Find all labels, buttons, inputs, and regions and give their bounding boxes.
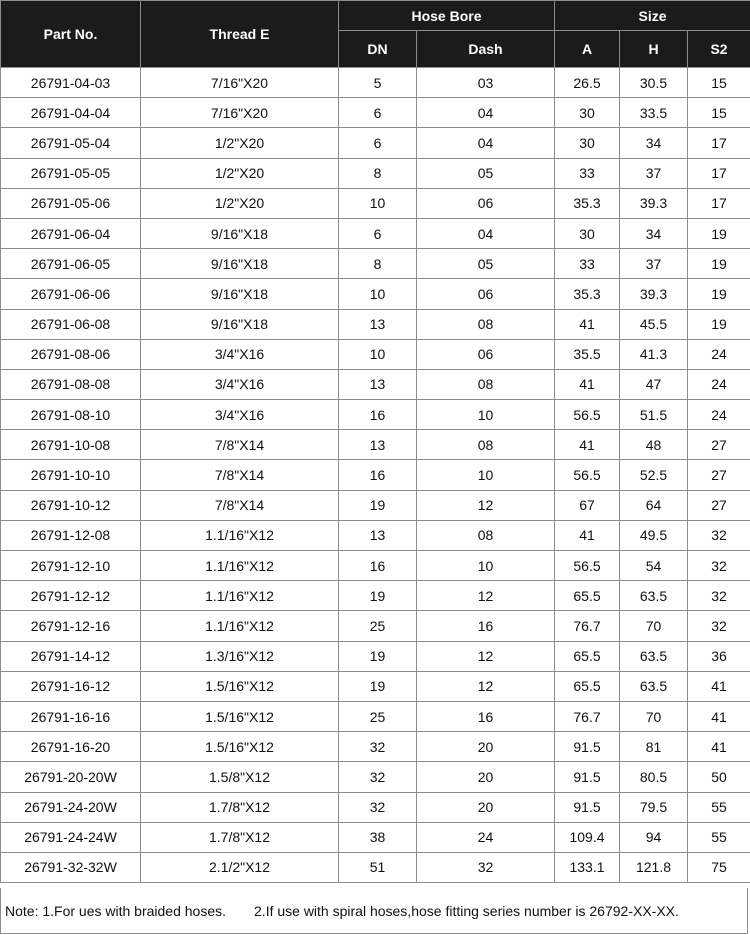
a-cell: 91.5	[555, 762, 620, 792]
dn-cell: 25	[339, 701, 417, 731]
table-row	[1, 400, 750, 430]
s2-cell: 27	[688, 460, 750, 490]
thread-cell: 9/16"X18	[141, 279, 339, 309]
thread-cell: 1.5/16"X12	[141, 732, 339, 762]
a-cell: 33	[555, 158, 620, 188]
dn-cell: 16	[339, 460, 417, 490]
thread-cell: 7/8"X14	[141, 430, 339, 460]
h-cell: 81	[620, 732, 688, 762]
thread-cell: 1.1/16"X12	[141, 611, 339, 641]
part-no-cell: 26791-32-32W	[1, 852, 141, 882]
a-cell: 133.1	[555, 852, 620, 882]
h-cell: 51.5	[620, 400, 688, 430]
part-no-cell: 26791-24-24W	[1, 822, 141, 852]
thread-cell: 1/2"X20	[141, 188, 339, 218]
dn-cell: 13	[339, 430, 417, 460]
thread-cell: 1.7/8"X12	[141, 822, 339, 852]
header-dash: Dash	[417, 31, 555, 68]
table-row	[1, 852, 750, 882]
header-a: A	[555, 31, 620, 68]
dn-cell: 19	[339, 641, 417, 671]
s2-cell: 17	[688, 188, 750, 218]
s2-cell: 41	[688, 701, 750, 731]
table-row	[1, 551, 750, 581]
dash-cell: 12	[417, 671, 555, 701]
dn-cell: 10	[339, 339, 417, 369]
part-no-cell: 26791-05-04	[1, 128, 141, 158]
h-cell: 34	[620, 128, 688, 158]
thread-cell: 3/4"X16	[141, 369, 339, 399]
part-no-cell: 26791-05-06	[1, 188, 141, 218]
header-thread-e: Thread E	[141, 1, 339, 68]
thread-cell: 9/16"X18	[141, 218, 339, 248]
s2-cell: 55	[688, 822, 750, 852]
s2-cell: 41	[688, 671, 750, 701]
dash-cell: 12	[417, 581, 555, 611]
thread-cell: 1.3/16"X12	[141, 641, 339, 671]
part-no-cell: 26791-08-06	[1, 339, 141, 369]
a-cell: 76.7	[555, 611, 620, 641]
header-size: Size	[555, 1, 750, 31]
thread-cell: 3/4"X16	[141, 339, 339, 369]
part-no-cell: 26791-12-10	[1, 551, 141, 581]
a-cell: 56.5	[555, 400, 620, 430]
a-cell: 30	[555, 218, 620, 248]
table-row	[1, 218, 750, 248]
part-no-cell: 26791-08-10	[1, 400, 141, 430]
a-cell: 65.5	[555, 641, 620, 671]
part-no-cell: 26791-10-12	[1, 490, 141, 520]
a-cell: 56.5	[555, 460, 620, 490]
dn-cell: 38	[339, 822, 417, 852]
thread-cell: 1.1/16"X12	[141, 581, 339, 611]
footnote-braided: Note: 1.For ues with braided hoses.	[5, 903, 227, 919]
dn-cell: 13	[339, 309, 417, 339]
s2-cell: 24	[688, 369, 750, 399]
dash-cell: 08	[417, 309, 555, 339]
s2-cell: 17	[688, 128, 750, 158]
h-cell: 37	[620, 158, 688, 188]
dn-cell: 6	[339, 128, 417, 158]
a-cell: 35.3	[555, 188, 620, 218]
h-cell: 45.5	[620, 309, 688, 339]
thread-cell: 2.1/2"X12	[141, 852, 339, 882]
s2-cell: 55	[688, 792, 750, 822]
thread-cell: 1.5/16"X12	[141, 671, 339, 701]
s2-cell: 75	[688, 852, 750, 882]
table-row	[1, 279, 750, 309]
part-no-cell: 26791-06-05	[1, 249, 141, 279]
part-no-cell: 26791-16-12	[1, 671, 141, 701]
dn-cell: 19	[339, 581, 417, 611]
s2-cell: 19	[688, 218, 750, 248]
part-no-cell: 26791-12-08	[1, 520, 141, 550]
part-no-cell: 26791-12-12	[1, 581, 141, 611]
part-no-cell: 26791-06-04	[1, 218, 141, 248]
s2-cell: 32	[688, 520, 750, 550]
thread-cell: 1.5/16"X12	[141, 701, 339, 731]
part-no-cell: 26791-16-20	[1, 732, 141, 762]
dash-cell: 03	[417, 68, 555, 98]
h-cell: 70	[620, 611, 688, 641]
s2-cell: 32	[688, 581, 750, 611]
thread-cell: 1.5/8"X12	[141, 762, 339, 792]
h-cell: 94	[620, 822, 688, 852]
h-cell: 64	[620, 490, 688, 520]
h-cell: 47	[620, 369, 688, 399]
s2-cell: 41	[688, 732, 750, 762]
thread-cell: 7/16"X20	[141, 98, 339, 128]
dash-cell: 04	[417, 218, 555, 248]
a-cell: 67	[555, 490, 620, 520]
h-cell: 39.3	[620, 188, 688, 218]
dash-cell: 06	[417, 188, 555, 218]
a-cell: 76.7	[555, 701, 620, 731]
dn-cell: 6	[339, 98, 417, 128]
a-cell: 65.5	[555, 671, 620, 701]
dn-cell: 8	[339, 249, 417, 279]
dash-cell: 20	[417, 732, 555, 762]
dn-cell: 5	[339, 68, 417, 98]
dash-cell: 10	[417, 551, 555, 581]
header-hose-bore: Hose Bore	[339, 1, 555, 31]
dn-cell: 6	[339, 218, 417, 248]
table-row	[1, 611, 750, 641]
thread-cell: 1.7/8"X12	[141, 792, 339, 822]
part-no-cell: 26791-16-16	[1, 701, 141, 731]
s2-cell: 36	[688, 641, 750, 671]
table-row	[1, 128, 750, 158]
table-row	[1, 158, 750, 188]
table-row	[1, 460, 750, 490]
a-cell: 91.5	[555, 732, 620, 762]
table-header	[1, 1, 750, 68]
thread-cell: 1.1/16"X12	[141, 520, 339, 550]
h-cell: 39.3	[620, 279, 688, 309]
table-row	[1, 822, 750, 852]
part-no-cell: 26791-06-06	[1, 279, 141, 309]
dash-cell: 24	[417, 822, 555, 852]
h-cell: 121.8	[620, 852, 688, 882]
dash-cell: 16	[417, 701, 555, 731]
dash-cell: 08	[417, 369, 555, 399]
dn-cell: 25	[339, 611, 417, 641]
dash-cell: 16	[417, 611, 555, 641]
a-cell: 41	[555, 520, 620, 550]
dn-cell: 19	[339, 490, 417, 520]
footnote-spiral: 2.If use with spiral hoses,hose fitting series number is 26792-XX-XX.	[254, 903, 679, 919]
dn-cell: 13	[339, 369, 417, 399]
s2-cell: 19	[688, 309, 750, 339]
dash-cell: 04	[417, 128, 555, 158]
dn-cell: 32	[339, 732, 417, 762]
footnote	[0, 888, 748, 934]
table-row	[1, 701, 750, 731]
dash-cell: 10	[417, 460, 555, 490]
s2-cell: 27	[688, 430, 750, 460]
part-no-cell: 26791-14-12	[1, 641, 141, 671]
s2-cell: 24	[688, 339, 750, 369]
dash-cell: 06	[417, 339, 555, 369]
h-cell: 63.5	[620, 671, 688, 701]
thread-cell: 3/4"X16	[141, 400, 339, 430]
a-cell: 35.5	[555, 339, 620, 369]
header-dn: DN	[339, 31, 417, 68]
dn-cell: 51	[339, 852, 417, 882]
thread-cell: 1.1/16"X12	[141, 551, 339, 581]
dn-cell: 32	[339, 792, 417, 822]
s2-cell: 15	[688, 68, 750, 98]
a-cell: 65.5	[555, 581, 620, 611]
h-cell: 52.5	[620, 460, 688, 490]
header-s2: S2	[688, 31, 750, 68]
thread-cell: 7/8"X14	[141, 490, 339, 520]
table-row	[1, 732, 750, 762]
table-row	[1, 671, 750, 701]
part-no-cell: 26791-04-03	[1, 68, 141, 98]
h-cell: 34	[620, 218, 688, 248]
part-no-cell: 26791-20-20W	[1, 762, 141, 792]
dash-cell: 10	[417, 400, 555, 430]
table-row	[1, 68, 750, 98]
s2-cell: 32	[688, 551, 750, 581]
part-no-cell: 26791-05-05	[1, 158, 141, 188]
part-no-cell: 26791-06-08	[1, 309, 141, 339]
s2-cell: 50	[688, 762, 750, 792]
h-cell: 63.5	[620, 641, 688, 671]
table-row	[1, 762, 750, 792]
h-cell: 63.5	[620, 581, 688, 611]
dn-cell: 32	[339, 762, 417, 792]
a-cell: 41	[555, 430, 620, 460]
thread-cell: 9/16"X18	[141, 309, 339, 339]
dash-cell: 08	[417, 520, 555, 550]
dash-cell: 04	[417, 98, 555, 128]
a-cell: 33	[555, 249, 620, 279]
table-row	[1, 369, 750, 399]
thread-cell: 1/2"X20	[141, 128, 339, 158]
a-cell: 41	[555, 369, 620, 399]
dn-cell: 10	[339, 279, 417, 309]
a-cell: 56.5	[555, 551, 620, 581]
dn-cell: 8	[339, 158, 417, 188]
table-row	[1, 309, 750, 339]
dn-cell: 16	[339, 400, 417, 430]
s2-cell: 32	[688, 611, 750, 641]
h-cell: 41.3	[620, 339, 688, 369]
dn-cell: 19	[339, 671, 417, 701]
table-row	[1, 249, 750, 279]
table-row	[1, 581, 750, 611]
dash-cell: 12	[417, 490, 555, 520]
a-cell: 26.5	[555, 68, 620, 98]
dash-cell: 32	[417, 852, 555, 882]
s2-cell: 19	[688, 249, 750, 279]
part-no-cell: 26791-10-08	[1, 430, 141, 460]
dash-cell: 12	[417, 641, 555, 671]
part-no-cell: 26791-04-04	[1, 98, 141, 128]
dn-cell: 16	[339, 551, 417, 581]
thread-cell: 7/16"X20	[141, 68, 339, 98]
s2-cell: 27	[688, 490, 750, 520]
h-cell: 49.5	[620, 520, 688, 550]
a-cell: 30	[555, 128, 620, 158]
part-no-cell: 26791-10-10	[1, 460, 141, 490]
s2-cell: 24	[688, 400, 750, 430]
a-cell: 35.3	[555, 279, 620, 309]
h-cell: 80.5	[620, 762, 688, 792]
table-row	[1, 339, 750, 369]
h-cell: 79.5	[620, 792, 688, 822]
h-cell: 70	[620, 701, 688, 731]
table-row	[1, 430, 750, 460]
thread-cell: 7/8"X14	[141, 460, 339, 490]
dash-cell: 05	[417, 249, 555, 279]
table-row	[1, 641, 750, 671]
table-row	[1, 792, 750, 822]
a-cell: 41	[555, 309, 620, 339]
header-h: H	[620, 31, 688, 68]
dn-cell: 13	[339, 520, 417, 550]
h-cell: 30.5	[620, 68, 688, 98]
s2-cell: 19	[688, 279, 750, 309]
dn-cell: 10	[339, 188, 417, 218]
h-cell: 37	[620, 249, 688, 279]
dash-cell: 06	[417, 279, 555, 309]
part-no-cell: 26791-12-16	[1, 611, 141, 641]
dash-cell: 05	[417, 158, 555, 188]
dash-cell: 20	[417, 762, 555, 792]
header-part-no: Part No.	[1, 1, 141, 68]
h-cell: 33.5	[620, 98, 688, 128]
table-row	[1, 490, 750, 520]
dash-cell: 20	[417, 792, 555, 822]
table-row	[1, 98, 750, 128]
dash-cell: 08	[417, 430, 555, 460]
h-cell: 54	[620, 551, 688, 581]
s2-cell: 17	[688, 158, 750, 188]
a-cell: 91.5	[555, 792, 620, 822]
thread-cell: 9/16"X18	[141, 249, 339, 279]
a-cell: 30	[555, 98, 620, 128]
table-body	[1, 68, 750, 883]
table-row	[1, 520, 750, 550]
table-row	[1, 188, 750, 218]
part-no-cell: 26791-08-08	[1, 369, 141, 399]
part-no-cell: 26791-24-20W	[1, 792, 141, 822]
h-cell: 48	[620, 430, 688, 460]
s2-cell: 15	[688, 98, 750, 128]
a-cell: 109.4	[555, 822, 620, 852]
thread-cell: 1/2"X20	[141, 158, 339, 188]
